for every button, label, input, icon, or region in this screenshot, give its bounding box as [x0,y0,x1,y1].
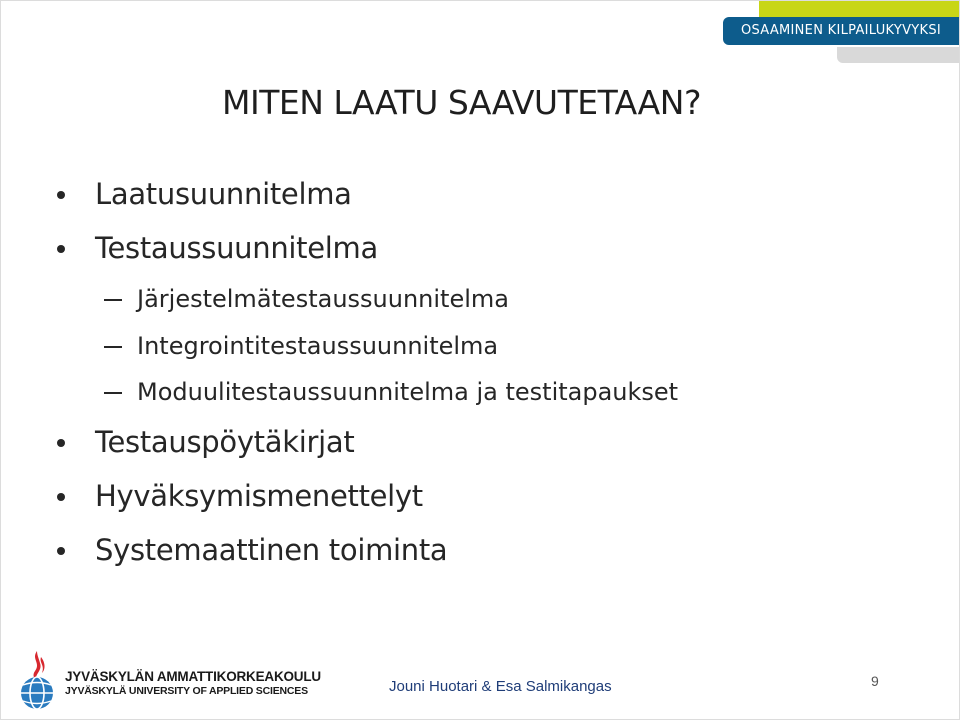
header-banner-group [719,1,959,67]
sub-bullet-item: Moduulitestaussuunnitelma ja testitapaukset [137,378,679,406]
bullet-item: Hyväksymismenettelyt [95,479,423,513]
footer-author: Jouni Huotari & Esa Salmikangas [389,678,612,695]
sub-bullet-item: Järjestelmätestaussuunnitelma [137,285,509,313]
bullet-item: Testauspöytäkirjat [95,425,355,459]
logo-name-en: JYVÄSKYLÄ UNIVERSITY OF APPLIED SCIENCES [65,685,308,697]
page-number: 9 [871,673,879,689]
jamk-flame-globe-icon [13,649,61,711]
bullet-item: Systemaattinen toiminta [95,533,448,567]
jamk-logo [13,649,321,711]
header-banner: OSAAMINEN KILPAILUKYVYKSI [723,17,959,45]
banner-accent-strip [759,1,959,18]
logo-name-fi: JYVÄSKYLÄN AMMATTIKORKEAKOULU [65,669,321,684]
logo-wordmark [65,669,321,697]
banner-shadow-strip [837,47,959,63]
slide-title: MITEN LAATU SAAVUTETAAN? [222,83,701,122]
sub-bullet-item: Integrointitestaussuunnitelma [137,332,499,360]
bullet-item: Testaussuunnitelma [95,231,378,265]
bullet-item: Laatusuunnitelma [95,177,352,211]
